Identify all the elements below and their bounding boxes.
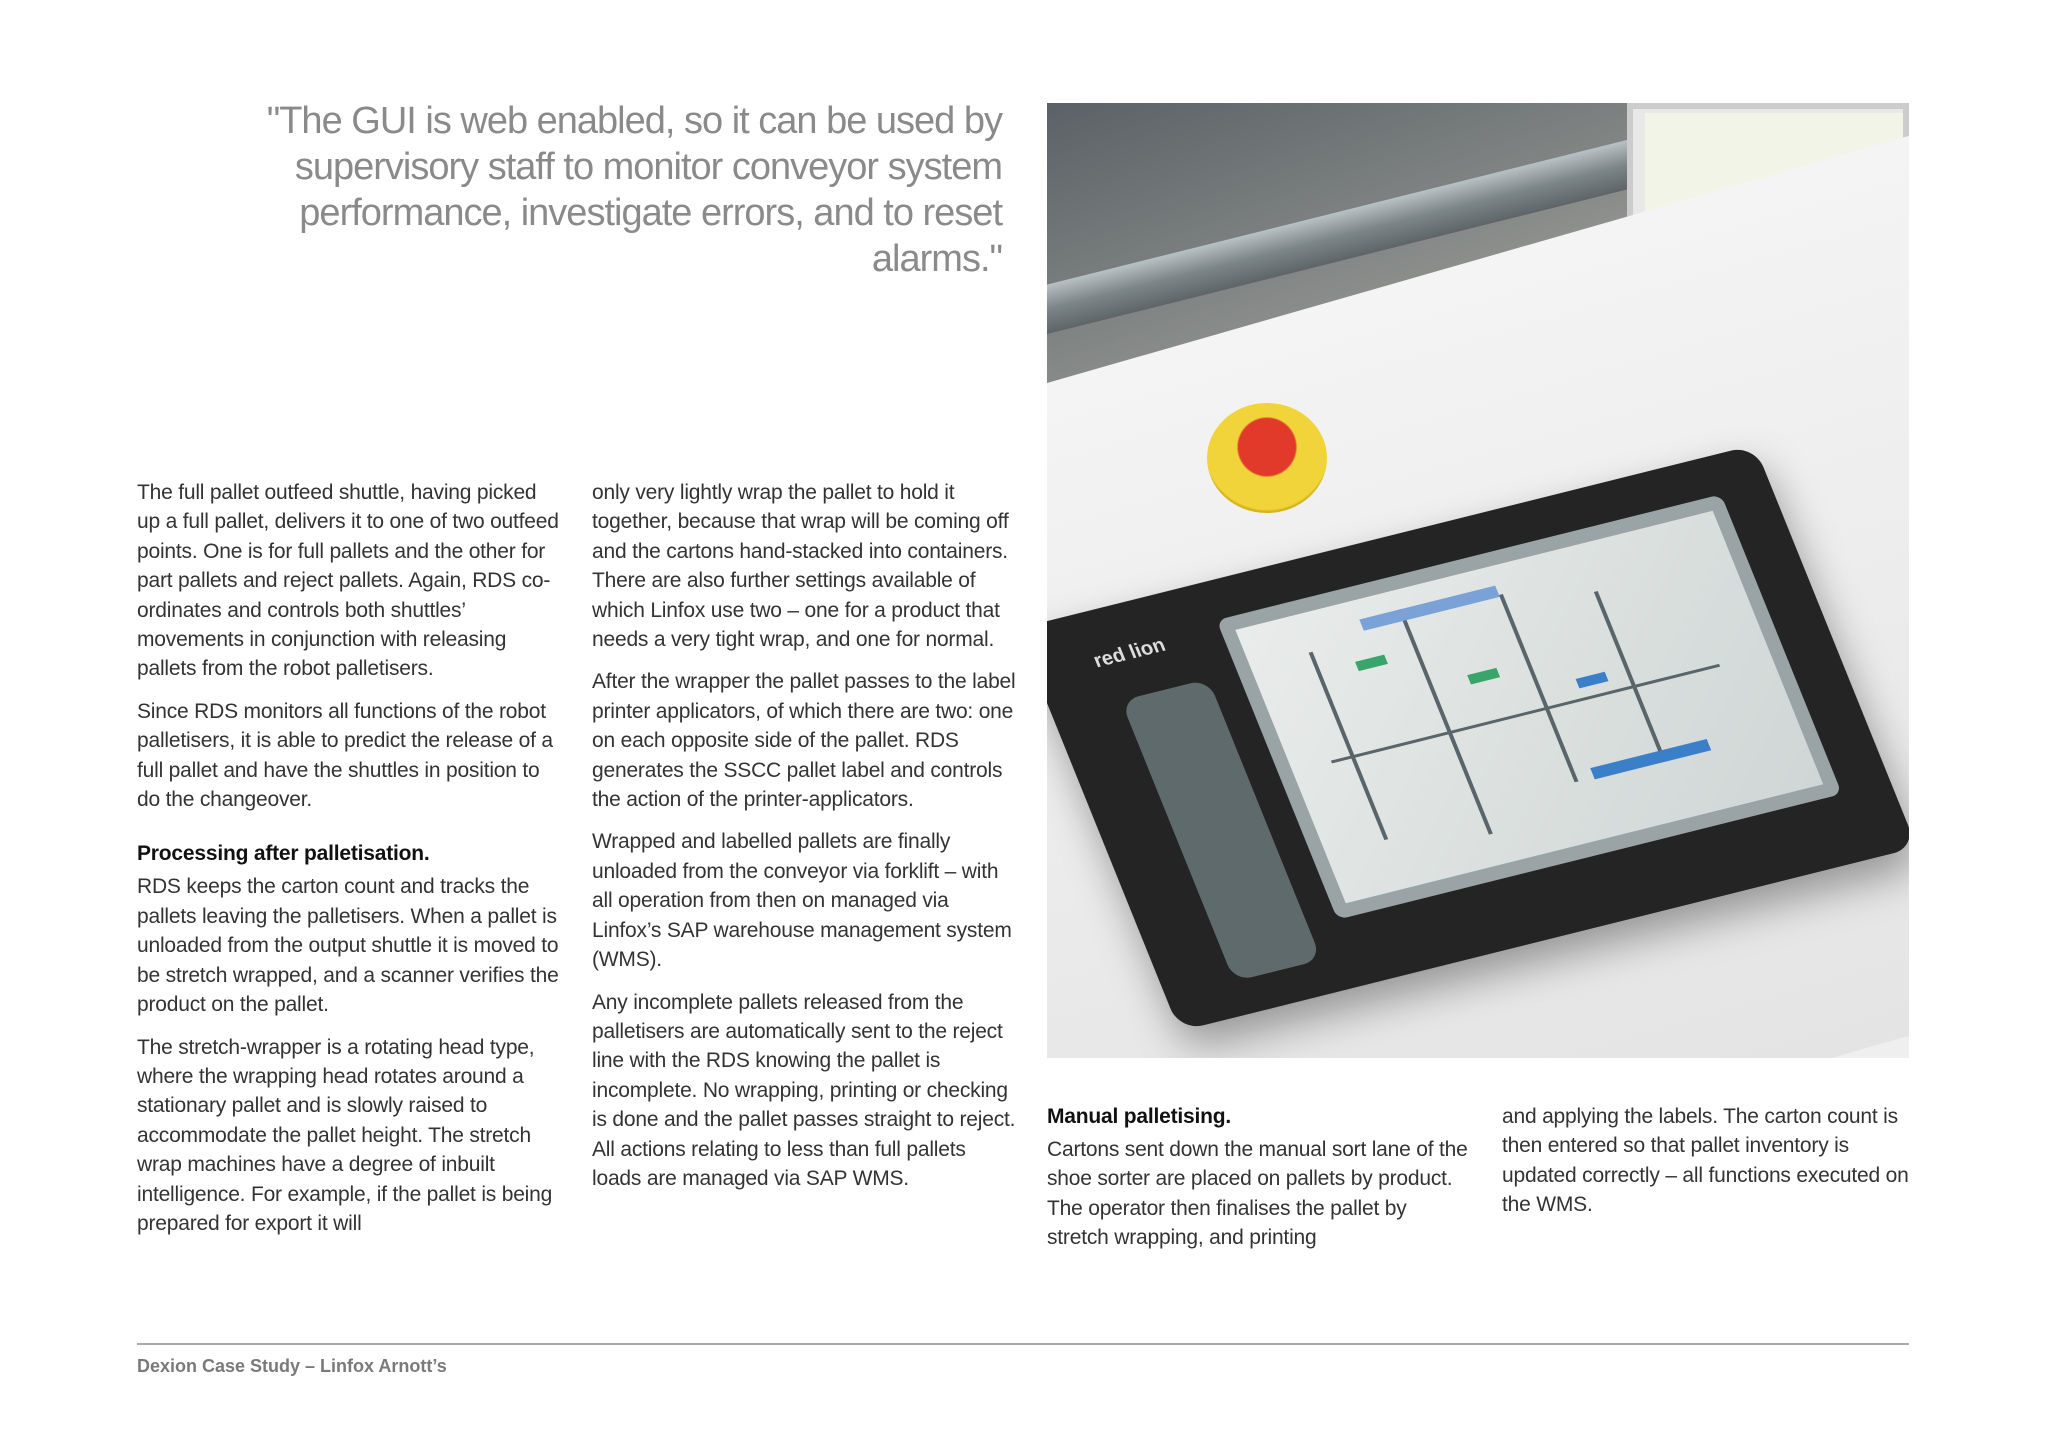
quote-line: "The GUI is web enabled, so it can be used by — [266, 100, 1002, 142]
paragraph: Wrapped and labelled pallets are finally unloaded from the conveyor via forklift – with all operation from then on managed via Linfox’s SAP warehouse management system (WMS). — [592, 830, 1012, 972]
quote-line: supervisory staff to monitor conveyor system — [294, 146, 1002, 188]
emergency-stop-button — [1207, 403, 1327, 513]
paragraph: Any incomplete pallets released from the palletisers are automatically sent to the reject line with the RDS knowing the pallet is incomplete. No wrapping, printing or checking is done and the pallet passes straight to reject. All actions relating to less than full pallets loads are managed via SAP WMS. — [592, 990, 1016, 1190]
paragraph: only very lightly wrap the pallet to hold it together, because that wrap will be coming off and the cartons hand-stacked into containers. There are also further settings available of which Linfox use two – one for a product that needs a very tight wrap, and one for normal. — [592, 481, 1009, 652]
paragraph: and applying the labels. The carton count is then entered so that pallet inventory is updated correctly – all functions executed on the WMS. — [1502, 1105, 1909, 1217]
quote-line: performance, investigate errors, and to reset alarms." — [299, 192, 1002, 280]
paragraph: After the wrapper the pallet passes to the label printer applicators, of which there are two: one on each opposite side of the pallet. RDS generates the SSCC pallet label and controls the action of the printer-applicators. — [592, 670, 1016, 812]
paragraph: The stretch-wrapper is a rotating head type, where the wrapping head rotates around a stationary pallet and is slowly raised to accommodate the pallet height. The stretch wrap machines have a degree of inbuilt intelligence. For example, if the pallet is being prepared for export it will — [137, 1035, 553, 1235]
section-heading: Manual palletising. — [1047, 1105, 1232, 1128]
text-column-4 — [1502, 1102, 1927, 1233]
pull-quote — [180, 98, 1002, 282]
text-column-1 — [137, 478, 562, 1251]
text-column-2 — [592, 478, 1017, 1206]
panel-screen — [1216, 494, 1842, 919]
text-column-3 — [1047, 1102, 1472, 1266]
footer-text: Dexion Case Study – Linfox Arnott’s — [137, 1356, 447, 1376]
section-heading: Processing after palletisation. — [137, 842, 430, 866]
paragraph: The full pallet outfeed shuttle, having picked up a full pallet, delivers it to one of two outfeed points. One is for full pallets and the other for part pallets and reject pallets. Again, RDS co-ordinates and controls both shuttles’ movements in conjunction with releasing pallets from the robot palletisers. — [137, 481, 559, 681]
paragraph: Since RDS monitors all functions of the robot palletisers, it is able to predict the release of a full pallet and have the shuttles in position to do the changeover. — [137, 699, 553, 812]
footer-divider — [137, 1343, 1909, 1345]
brand-logo: red lion — [1090, 634, 1169, 673]
paragraph: Cartons sent down the manual sort lane of the shoe sorter are placed on pallets by product. The operator then finalises the pallet by stretch wrapping, and printing — [1047, 1138, 1468, 1250]
paragraph: RDS keeps the carton count and tracks the pallets leaving the palletisers. When a pallet is unloaded from the output shuttle it is moved to be stretch wrapped, and a scanner verifies the product on the pallet. — [137, 875, 559, 1017]
hmi-panel-photo — [1047, 103, 1909, 1058]
